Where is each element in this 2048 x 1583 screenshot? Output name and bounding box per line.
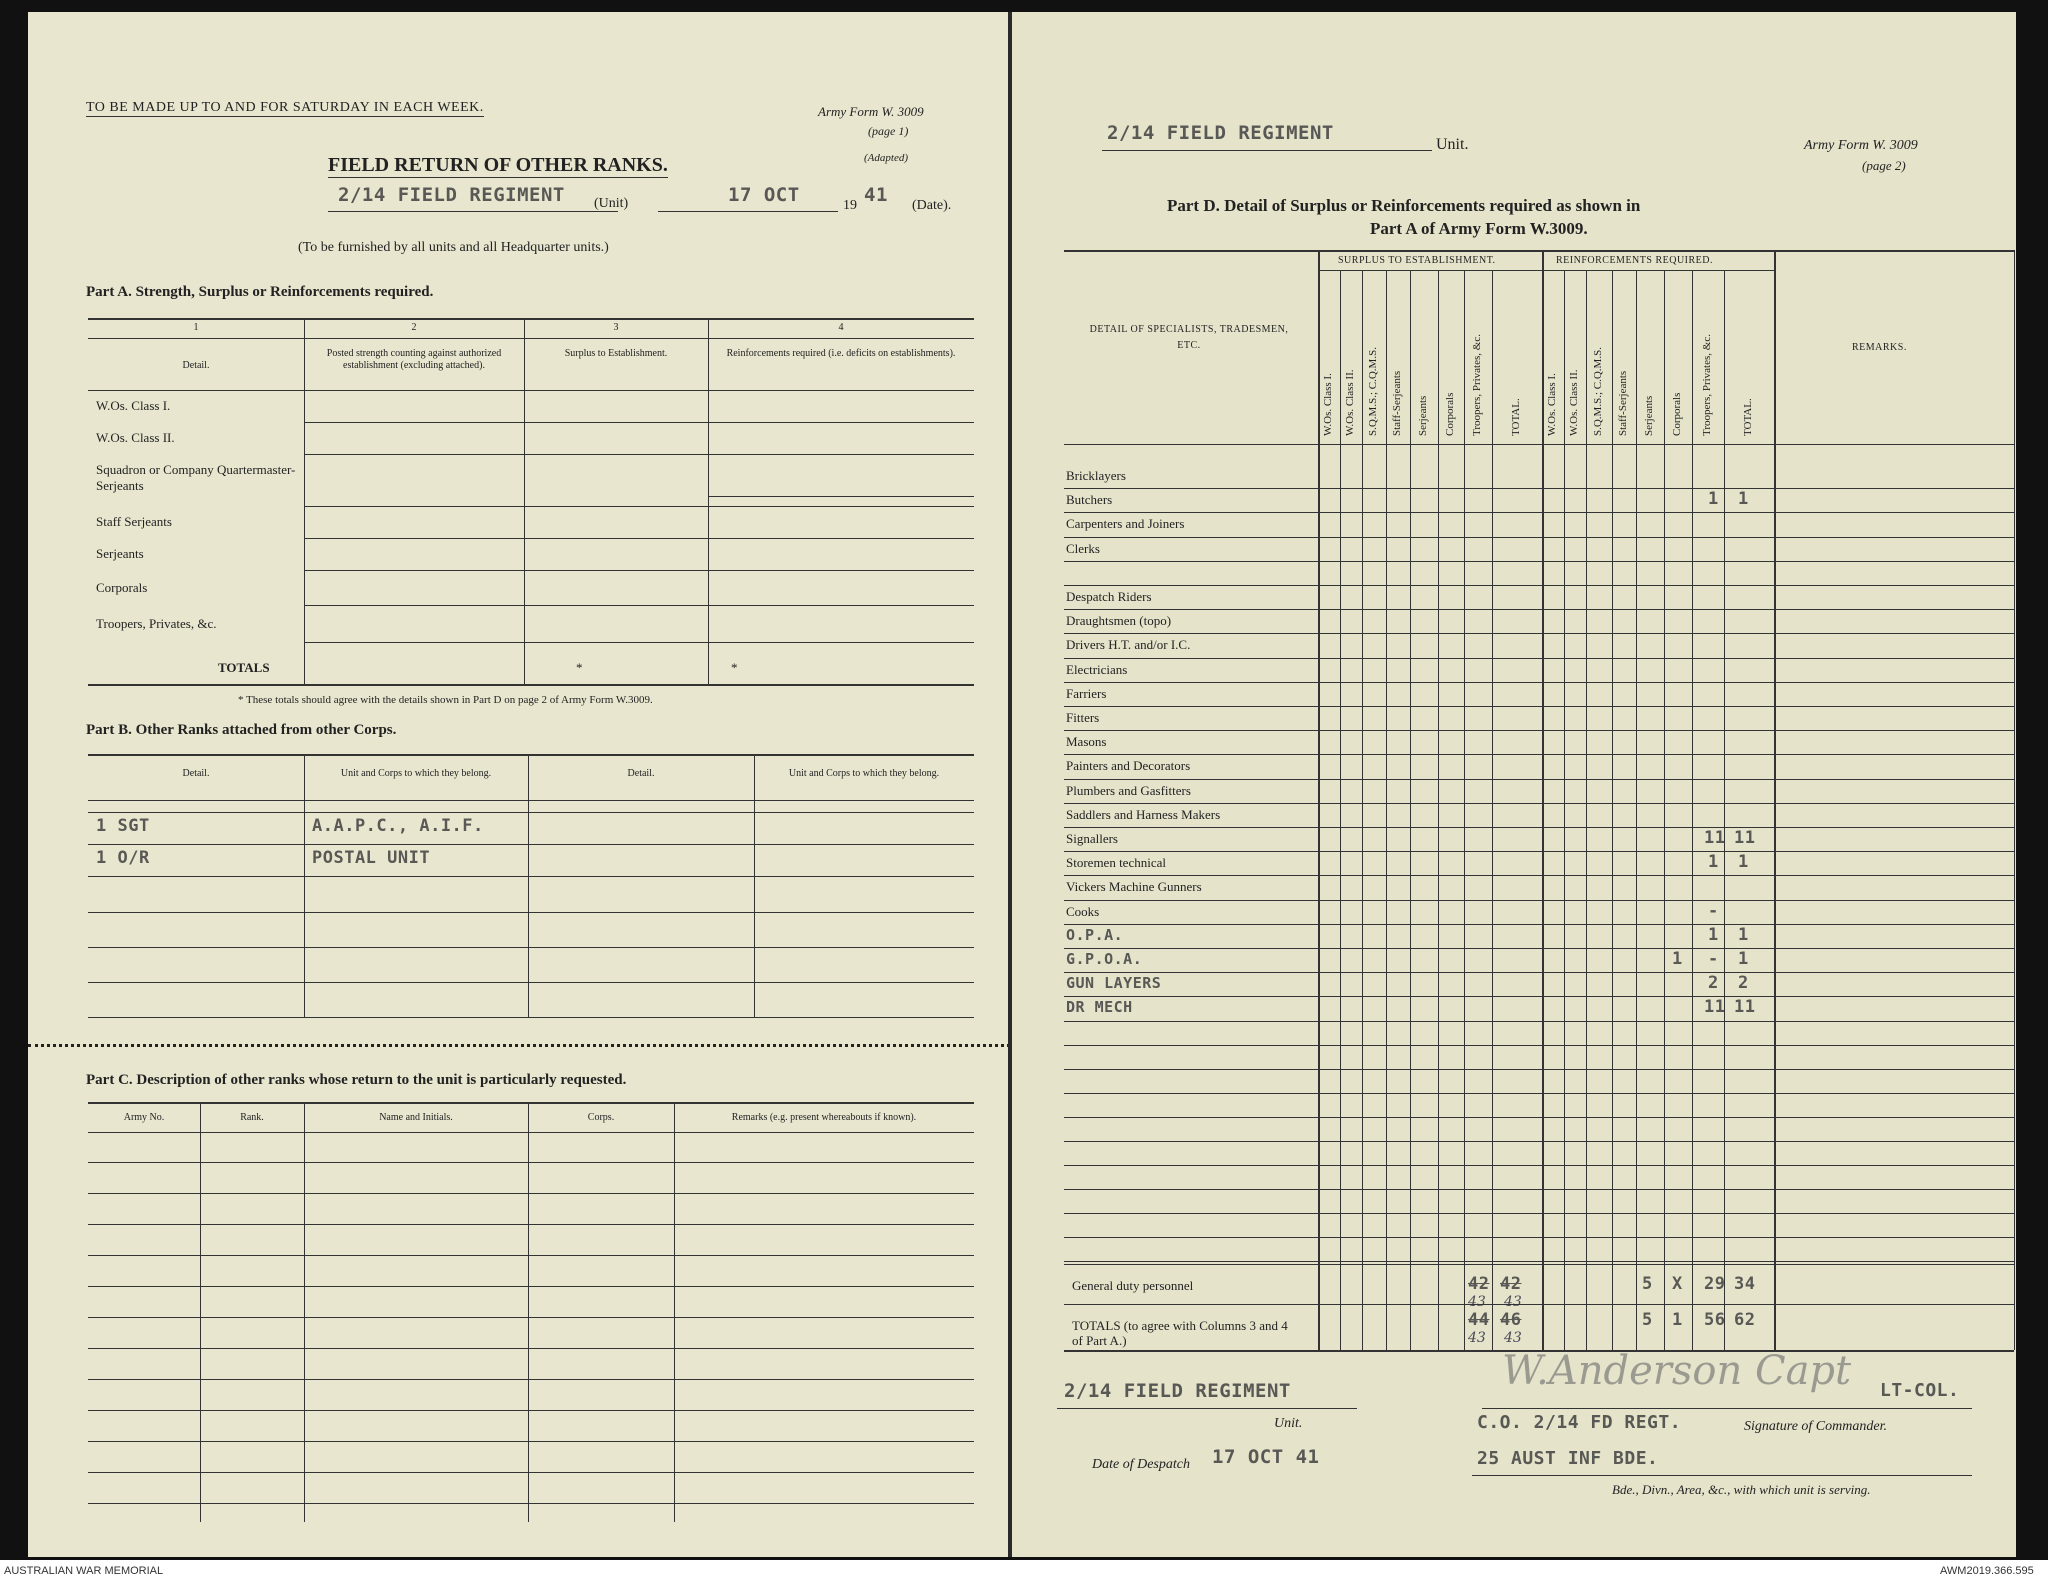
part-c-header: Remarks (e.g. present whereabouts if known).	[731, 1112, 917, 1123]
part-d-title-1: Part D. Detail of Surplus or Reinforcements required as shown in	[1167, 196, 1641, 215]
rule-line	[88, 1193, 974, 1194]
rule-line	[1064, 1350, 2014, 1352]
col-number: 2	[411, 322, 417, 333]
part-a-header: Posted strength counting against authorized establishment (excluding attached).	[326, 348, 502, 371]
gd-reinf-cpl: X	[1672, 1274, 1683, 1294]
signallers-total: 11	[1734, 828, 1756, 848]
remarks-header: REMARKS.	[1852, 342, 1907, 353]
drmech-tp: 11	[1704, 997, 1726, 1018]
rank-col-header: Serjeants	[1417, 395, 1429, 436]
part-a-row-label: W.Os. Class I.	[96, 398, 171, 413]
trade-label: Clerks	[1066, 540, 1100, 556]
rule-line	[88, 1286, 974, 1287]
rank-col-header: TOTAL.	[1742, 398, 1754, 436]
rule-line	[88, 390, 974, 391]
rule-line	[1064, 948, 2014, 949]
rule-line	[88, 1317, 974, 1318]
rule-line	[88, 1472, 974, 1473]
rank-col-header: TOTAL.	[1510, 398, 1522, 436]
archive-ref: AWM2019.366.595	[1940, 1565, 2034, 1577]
gd-surplus-total: 42	[1500, 1274, 1522, 1294]
trade-label: Saddlers and Harness Makers	[1066, 806, 1221, 822]
part-b-header: Unit and Corps to which they belong.	[788, 768, 940, 779]
rule-line	[88, 876, 974, 877]
adapted-label: (Adapted)	[864, 152, 908, 164]
drmech-total: 11	[1734, 997, 1756, 1018]
rule-line	[674, 1102, 675, 1522]
totals-star: *	[731, 660, 738, 675]
rule-line	[88, 1255, 974, 1256]
rule-line	[1064, 754, 2014, 755]
part-a-row-label: W.Os. Class II.	[96, 430, 175, 445]
rule-line	[1064, 1117, 2014, 1118]
part-c-header: Rank.	[240, 1112, 264, 1123]
gunlayers-total: 2	[1738, 973, 1749, 994]
rule-line	[88, 338, 974, 339]
signature-label: Signature of Commander.	[1744, 1419, 1887, 1434]
general-duty-label: General duty personnel	[1072, 1278, 1194, 1293]
rule-line	[88, 1410, 974, 1411]
form-title: FIELD RETURN OF OTHER RANKS.	[328, 154, 668, 176]
trade-label: Despatch Riders	[1066, 589, 1152, 604]
part-b-header: Detail.	[182, 768, 210, 779]
typed-trade-label: GUN LAYERS	[1066, 974, 1162, 993]
trade-label: Fitters	[1066, 710, 1100, 725]
opa-tp: 1	[1708, 924, 1719, 945]
gd-reinf-total: 34	[1734, 1274, 1756, 1294]
rule-line	[304, 538, 974, 539]
tot-reinf-total: 62	[1734, 1310, 1756, 1330]
rule-line	[1064, 900, 2014, 901]
part-a-title: Part A. Strength, Surplus or Reinforcements required.	[86, 284, 434, 300]
rule-line	[1064, 609, 2014, 610]
rule-line	[1064, 537, 2014, 538]
rank-col-header: S.Q.M.S.; C.Q.M.S.	[1592, 347, 1604, 436]
rule-line	[1064, 730, 2014, 731]
trade-label: Electricians	[1066, 661, 1128, 677]
detail-header: DETAIL OF SPECIALISTS, TRADESMEN, ETC.	[1089, 324, 1289, 351]
rule-line	[1064, 1213, 2014, 1214]
col-number: 1	[193, 322, 199, 333]
opa-total: 1	[1738, 924, 1749, 945]
trade-label: Drivers H.T. and/or I.C.	[1066, 637, 1191, 653]
rule-line	[1064, 1261, 2014, 1262]
rule-line	[708, 496, 974, 497]
rule-line	[1064, 444, 2014, 445]
rule-line	[88, 1132, 974, 1133]
rank-col-header: Corporals	[1444, 392, 1456, 436]
part-b-title: Part B. Other Ranks attached from other Corps.	[86, 722, 397, 738]
rule-line	[88, 947, 974, 948]
brigade-typed: 25 AUST INF BDE.	[1477, 1448, 1659, 1469]
part-c-header: Corps.	[587, 1112, 615, 1123]
rule-line	[1064, 827, 2014, 828]
rule-line	[708, 318, 709, 684]
right-form-page	[1012, 12, 2016, 1557]
part-a-header: Reinforcements required (i.e. deficits on establishments).	[726, 348, 956, 359]
gd-surplus-total-hand: 43	[1504, 1294, 1522, 1310]
rule-line	[1064, 1045, 2014, 1046]
rank-col-header: Staff-Serjeants	[1391, 370, 1403, 436]
rule-line	[304, 570, 974, 571]
rule-line	[1064, 658, 2014, 659]
gunlayers-tp: 2	[1708, 973, 1719, 994]
totals-star: *	[576, 660, 583, 675]
typed-trade-label: O.P.A.	[1066, 925, 1124, 944]
despatch-label: Date of Despatch	[1092, 1457, 1190, 1472]
part-d-title-2: Part A of Army Form W.3009.	[1370, 219, 1588, 238]
rule-line	[524, 318, 525, 684]
rule-line	[1064, 1264, 2014, 1265]
rule-line	[1064, 1237, 2014, 1238]
attached-unit: POSTAL UNIT	[312, 848, 431, 868]
rule-line	[1318, 250, 1320, 1350]
rank-col-header: S.Q.M.S.; C.Q.M.S.	[1367, 347, 1379, 436]
rule-line	[304, 318, 305, 684]
rule-line	[88, 1441, 974, 1442]
rule-line	[88, 844, 974, 845]
storemen-tp: 1	[1708, 852, 1719, 873]
rule-line	[1064, 972, 2014, 973]
rule-line	[1064, 1165, 2014, 1166]
gd-reinf-sjt: 5	[1642, 1274, 1653, 1294]
rank-col-header: W.Os. Class II.	[1344, 369, 1356, 436]
date-typed: 17 OCT	[728, 184, 800, 206]
tot-surplus-total-hand: 43	[1504, 1330, 1522, 1346]
rule-line	[1064, 512, 2014, 513]
despatch-typed: 17 OCT 41	[1212, 1446, 1320, 1468]
tot-surplus-total: 46	[1500, 1310, 1522, 1330]
rule-line	[1064, 585, 2014, 586]
trade-label: Farriers	[1066, 685, 1107, 701]
rank-typed: LT-COL.	[1880, 1380, 1960, 1401]
rule-line	[1064, 924, 2014, 925]
date-label: (Date).	[912, 198, 952, 213]
rule-line	[88, 1503, 974, 1504]
gpoa-tp: -	[1708, 949, 1719, 969]
army-form-label-right: Army Form W. 3009	[1804, 138, 1918, 153]
part-a-row-label: Troopers, Privates, &c.	[96, 615, 217, 631]
part-c-title: Part C. Description of other ranks whose return to the unit is particularly requested.	[86, 1072, 627, 1088]
tot-surplus-tp-hand: 43	[1468, 1330, 1486, 1346]
part-c-header: Name and Initials.	[379, 1112, 453, 1123]
rule-line	[88, 1102, 974, 1104]
signallers-tp: 11	[1704, 828, 1726, 848]
rule-line	[88, 684, 974, 686]
part-a-footnote: * These totals should agree with the details shown in Part D on page 2 of Army Form W.3009.	[238, 694, 653, 706]
rank-col-header: W.Os. Class II.	[1568, 369, 1580, 436]
totals-label-right: TOTALS (to agree with Columns 3 and 4 of Part A.)	[1072, 1318, 1288, 1348]
header-instruction: TO BE MADE UP TO AND FOR SATURDAY IN EACH WEEK.	[86, 100, 484, 115]
rule-line	[304, 454, 974, 455]
year-prefix: 19	[843, 198, 857, 213]
part-a-row-label: Staff Serjeants	[96, 514, 172, 529]
rule-line	[528, 754, 529, 1017]
part-a-header: Surplus to Establishment.	[564, 348, 668, 359]
trade-label: Butchers	[1066, 492, 1113, 508]
trade-label: Masons	[1066, 734, 1107, 750]
year-typed: 41	[864, 184, 888, 206]
rule-line	[88, 1017, 974, 1018]
cooks-dash: -	[1708, 900, 1719, 921]
rule-line	[88, 812, 974, 813]
rule-line	[304, 605, 974, 606]
tot-reinf-tp: 56	[1704, 1310, 1726, 1330]
typed-trade-label: DR MECH	[1066, 998, 1133, 1017]
tot-surplus-tp: 44	[1468, 1310, 1490, 1330]
rule-line	[1064, 706, 2014, 707]
trade-label: Plumbers and Gasfitters	[1066, 782, 1191, 798]
rule-line	[88, 318, 974, 320]
group-surplus-header: SURPLUS TO ESTABLISHMENT.	[1338, 255, 1496, 266]
part-a-row-label: Corporals	[96, 579, 148, 595]
tot-reinf-sjt: 5	[1642, 1310, 1653, 1330]
rule-line	[88, 754, 974, 756]
co-typed: C.O. 2/14 FD REGT.	[1477, 1412, 1682, 1433]
rank-col-header: Corporals	[1671, 392, 1683, 436]
rule-line	[304, 642, 974, 643]
rule-line	[1064, 1304, 2014, 1305]
rule-line	[1774, 250, 1776, 1350]
rule-line	[1064, 851, 2014, 852]
trade-label: Cooks	[1066, 903, 1100, 919]
unit-label: (Unit)	[594, 196, 629, 211]
rule-line	[88, 982, 974, 983]
left-form-page	[28, 12, 1010, 1557]
gd-reinf-tp: 29	[1704, 1274, 1726, 1294]
group-reinf-header: REINFORCEMENTS REQUIRED.	[1556, 255, 1714, 266]
rule-line	[1064, 803, 2014, 804]
unit-typed-right: 2/14 FIELD REGIMENT	[1107, 122, 1334, 144]
col-number: 4	[838, 322, 844, 333]
rule-line	[1064, 1021, 2014, 1022]
rule-line	[200, 1102, 201, 1522]
trade-label: Signallers	[1066, 831, 1118, 846]
archive-footer	[0, 1560, 2048, 1583]
gd-surplus-tp-hand: 43	[1468, 1294, 1486, 1310]
rule-line	[88, 912, 974, 913]
rule-line	[88, 1162, 974, 1163]
page-number: (page 1)	[868, 124, 909, 138]
rule-line	[304, 754, 305, 1017]
rule-line	[1064, 1069, 2014, 1070]
part-a-row-label: Squadron or Company Quartermaster-Serjeants	[96, 462, 296, 493]
part-a-row-label: Serjeants	[96, 546, 144, 561]
rule-line	[1542, 250, 1544, 1350]
totals-label: TOTALS	[218, 660, 270, 675]
rank-col-header: W.Os. Class I.	[1322, 373, 1334, 436]
rule-line	[304, 506, 974, 507]
rank-col-header: Serjeants	[1643, 395, 1655, 436]
rule-line	[304, 1102, 305, 1522]
part-a-header: Detail.	[182, 360, 210, 371]
rank-col-header: W.Os. Class I.	[1546, 373, 1558, 436]
rule-line	[2014, 250, 2015, 1350]
trade-label: Bricklayers	[1066, 468, 1126, 483]
furnish-note: (To be furnished by all units and all Headquarter units.)	[298, 240, 609, 255]
rule-line	[1064, 561, 2014, 562]
gd-surplus-tp: 42	[1468, 1274, 1490, 1294]
rule-line	[1064, 250, 2014, 252]
typed-trade-label: G.P.O.A.	[1066, 950, 1143, 968]
rule-line	[1064, 996, 2014, 997]
part-b-header: Unit and Corps to which they belong.	[340, 768, 492, 779]
attached-detail: 1 SGT	[96, 816, 150, 836]
rule-line	[528, 1102, 529, 1522]
rule-line	[1064, 488, 2014, 489]
gpoa-cpl: 1	[1672, 949, 1683, 969]
rule-line	[304, 422, 974, 423]
army-form-label: Army Form W. 3009	[818, 104, 924, 119]
bottom-unit-typed: 2/14 FIELD REGIMENT	[1064, 1380, 1291, 1402]
butchers-total: 1	[1738, 489, 1749, 510]
rule-line	[88, 1224, 974, 1225]
rule-line	[1064, 682, 2014, 683]
part-b-header: Detail.	[627, 768, 655, 779]
part-c-header: Army No.	[123, 1112, 165, 1123]
trade-label: Storemen technical	[1066, 855, 1166, 871]
rule-line	[88, 1348, 974, 1349]
trade-label: Vickers Machine Gunners	[1066, 879, 1202, 895]
rule-line	[1064, 779, 2014, 780]
rule-line	[1064, 633, 2014, 634]
archive-name: AUSTRALIAN WAR MEMORIAL	[4, 1565, 164, 1577]
rule-line	[88, 800, 974, 801]
rank-col-header: Troopers, Privates, &c.	[1701, 334, 1713, 436]
rule-line	[1064, 1189, 2014, 1190]
trade-label: Carpenters and Joiners	[1066, 516, 1185, 532]
butchers-tp: 1	[1708, 489, 1719, 510]
rule-line	[1064, 1141, 2014, 1142]
rank-col-header: Staff-Serjeants	[1617, 370, 1629, 436]
storemen-total: 1	[1738, 852, 1749, 873]
rule-line	[1064, 875, 2014, 876]
col-number: 3	[613, 322, 619, 333]
rank-col-header: Troopers, Privates, &c.	[1471, 334, 1483, 436]
tot-reinf-cpl: 1	[1672, 1310, 1683, 1330]
attached-detail: 1 O/R	[96, 848, 150, 868]
commander-signature: W.Anderson Capt	[1502, 1348, 1852, 1394]
brigade-label: Bde., Divn., Area, &c., with which unit is serving.	[1612, 1482, 1871, 1497]
attached-unit: A.A.P.C., A.I.F.	[312, 816, 484, 836]
unit-typed: 2/14 FIELD REGIMENT	[338, 184, 565, 206]
trade-label: Painters and Decorators	[1066, 758, 1191, 774]
rule-line	[754, 754, 755, 1017]
rule-line	[88, 1379, 974, 1380]
rule-line	[1064, 1093, 2014, 1094]
page-number-right: (page 2)	[1862, 158, 1906, 173]
trade-label: Draughtsmen (topo)	[1066, 613, 1172, 629]
bottom-unit-label: Unit.	[1274, 1416, 1303, 1431]
unit-label-right: Unit.	[1436, 136, 1469, 153]
gpoa-total: 1	[1738, 949, 1749, 969]
